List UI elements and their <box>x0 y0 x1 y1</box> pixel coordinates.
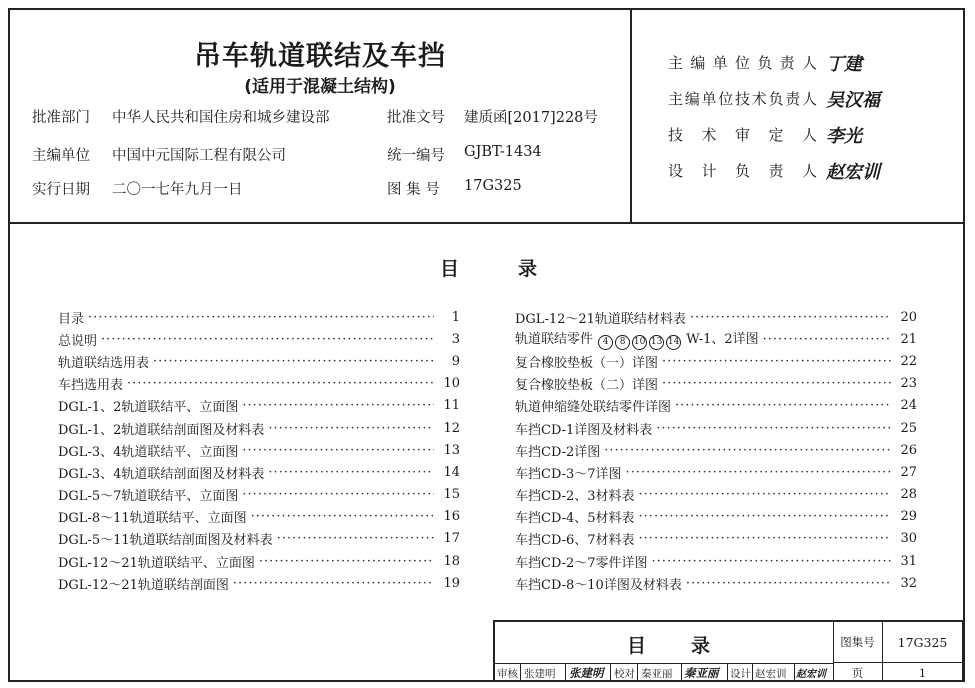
responsible-label: 设计负责人 <box>668 162 818 180</box>
signature: 吴汉福 <box>826 90 880 111</box>
check-label: 校对 <box>614 668 635 680</box>
meta-label: 批准文号 <box>387 110 445 126</box>
signature: 赵宏训 <box>826 162 880 183</box>
toc-item: DGL-5～11轨道联结剖面图及材料表 ····· 17 <box>58 528 460 550</box>
meta-value: 中华人民共和国住房和城乡建设部 <box>112 110 330 126</box>
check-name: 秦亚丽 <box>641 668 673 680</box>
signature: 丁建 <box>826 54 862 75</box>
toc-item: 车挡CD-6、7材料表 ····· 30 <box>515 528 917 550</box>
circled-number: 14 <box>666 335 681 350</box>
page-subtitle: (适用于混凝土结构) <box>244 77 396 97</box>
header-responsibles <box>632 10 963 222</box>
meta-value: 二〇一七年九月一日 <box>112 182 243 198</box>
page-label: 页 <box>833 663 883 682</box>
review-label: 审核 <box>497 668 518 680</box>
toc-item: 车挡CD-2、3材料表 ····· 28 <box>515 484 917 506</box>
page-value: 1 <box>883 663 963 682</box>
responsible-label: 技术审定人 <box>668 126 818 144</box>
meta-value: 17G325 <box>464 178 522 194</box>
check-signature: 秦亚丽 <box>684 666 719 680</box>
drawing-frame: 吊车轨道联结及车挡 (适用于混凝土结构) 批准部门 中华人民共和国住房和城乡建设部 批准文号 建质函[2017]228号 主编单位 中国中元国际工程有限公司 统一编号 GJBT-1434 实行日期 二〇一七年九月一日 图 集 号 17G325 主编单位负责人 丁建 主编单位技术负责人 吴汉福 技术审定人 李光 设计负责人 赵宏训 目 录 目录 ····· 1 总说明 ····· 3 轨道联结选用表 ····· 9 车挡选用表 ····· 10 DGL-1、2轨道联结平、立面图 ····· 11 DGL-1、2轨道联结剖面图及材料表 ····· 12 DGL-3、4轨道联结平、立面图 ····· 13 DGL-3、4轨道联结剖面图及材料表 ····· 14 DGL-5～7轨道联结平、立面图 ····· 15 DGL-8～11轨道联结平、立面图 ····· 16 DGL-5～11轨道联结剖面图及材料表 ····· 17 DGL-12～21轨道联结平、立面图 ····· 18 DGL-12～21轨道联结剖面图 ····· 19 DGL-12～21轨道联结材料表 ····· 20 轨道联结零件 4 8 10 13 14 W-1、2详图 ····· 21 复合橡胶垫板（一）详图 ····· 22 复合橡胶垫板（二）详图 ····· 23 轨道伸缩缝处联结零件详图 ····· 24 车挡CD-1详图及材料表 ····· 25 车挡CD-2详图 ····· 26 车挡CD-3～7详图 ····· 27 车挡CD-2、3材料表 ····· 28 车挡CD-4、5材料表 ····· 29 车挡CD-6、7材料表 ····· 30 车挡CD-2～7零件详图 ····· 31 车挡CD-8～10详图及材料表 ····· 32 目 录 图集号 17G325 页 1 审核 张建明 张建明 校对 秦亚丽 秦亚丽 设计 赵宏训 赵宏训 <box>8 8 965 682</box>
design-label: 设计 <box>730 668 751 680</box>
toc-left-column <box>58 306 460 594</box>
toc-item: 车挡CD-8～10详图及材料表 ····· 32 <box>515 572 917 594</box>
toc-item: DGL-12～21轨道联结材料表 ····· 20 <box>515 306 917 328</box>
meta-label: 实行日期 <box>32 182 90 198</box>
circled-number: 4 <box>598 335 613 350</box>
meta-label: 图 集 号 <box>387 182 440 198</box>
toc-item: 车挡选用表 ····· 10 <box>58 373 460 395</box>
toc-item: DGL-5～7轨道联结平、立面图 ····· 15 <box>58 484 460 506</box>
toc-item: 复合橡胶垫板（一）详图 ····· 22 <box>515 350 917 372</box>
meta-value: 建质函[2017]228号 <box>464 110 598 126</box>
review-signature: 张建明 <box>569 666 604 680</box>
toc-item: 总说明 ····· 3 <box>58 328 460 350</box>
review-name: 张建明 <box>524 668 556 680</box>
toc-item: 车挡CD-2详图 ····· 26 <box>515 439 917 461</box>
meta-label: 统一编号 <box>387 148 445 164</box>
toc-item: 车挡CD-3～7详图 ····· 27 <box>515 461 917 483</box>
toc-item: 轨道伸缩缝处联结零件详图 ····· 24 <box>515 395 917 417</box>
atlas-label: 图集号 <box>833 622 883 663</box>
circled-number: 10 <box>632 335 647 350</box>
toc-item: 车挡CD-1详图及材料表 ····· 25 <box>515 417 917 439</box>
header <box>10 10 963 224</box>
toc-item: 复合橡胶垫板（二）详图 ····· 23 <box>515 373 917 395</box>
toc-item: 车挡CD-4、5材料表 ····· 29 <box>515 506 917 528</box>
responsible-label: 主编单位技术负责人 <box>668 90 818 108</box>
toc-item: DGL-1、2轨道联结平、立面图 ····· 11 <box>58 395 460 417</box>
responsible-label: 主编单位负责人 <box>668 54 818 72</box>
meta-value: 中国中元国际工程有限公司 <box>112 148 286 164</box>
toc-item: DGL-1、2轨道联结剖面图及材料表 ····· 12 <box>58 417 460 439</box>
toc-item: DGL-12～21轨道联结平、立面图 ····· 18 <box>58 550 460 572</box>
toc-item: 目录 ····· 1 <box>58 306 460 328</box>
signature: 李光 <box>826 126 862 147</box>
toc-item: DGL-3、4轨道联结平、立面图 ····· 13 <box>58 439 460 461</box>
design-signature: 赵宏训 <box>796 669 826 680</box>
toc-item: 轨道联结选用表 ····· 9 <box>58 350 460 372</box>
toc-item: 车挡CD-2～7零件详图 ····· 31 <box>515 550 917 572</box>
signature-row <box>495 664 834 682</box>
header-info <box>10 10 632 222</box>
meta-label: 批准部门 <box>32 110 90 126</box>
toc-item: DGL-8～11轨道联结平、立面图 ····· 16 <box>58 506 460 528</box>
meta-label: 主编单位 <box>32 148 90 164</box>
toc-right-column <box>515 306 917 594</box>
meta-value: GJBT-1434 <box>464 144 542 160</box>
title-block <box>493 620 963 682</box>
toc-item: 轨道联结零件 4 8 10 13 14 W-1、2详图 ····· 21 <box>515 328 917 350</box>
circled-number: 13 <box>649 335 664 350</box>
atlas-value: 17G325 <box>883 622 963 663</box>
title-block-title: 目 录 <box>495 622 834 664</box>
circled-number: 8 <box>615 335 630 350</box>
page-title: 吊车轨道联结及车挡 <box>194 41 446 72</box>
design-name: 赵宏训 <box>755 668 787 680</box>
toc-item: DGL-3、4轨道联结剖面图及材料表 ····· 14 <box>58 461 460 483</box>
toc-item: DGL-12～21轨道联结剖面图 ····· 19 <box>58 572 460 594</box>
